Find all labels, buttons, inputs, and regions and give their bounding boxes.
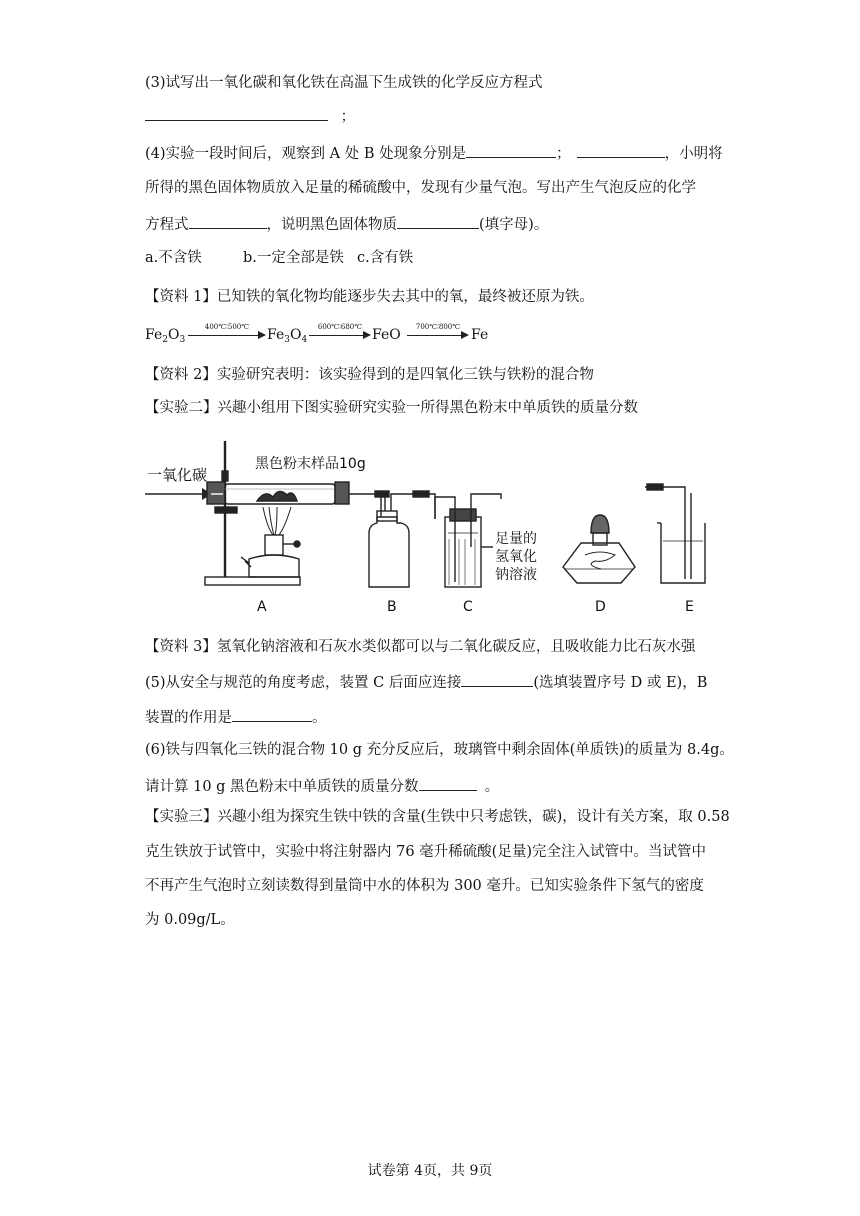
experiment-3-line2: 克生铁放于试管中，实验中将注射器内 76 毫升稀硫酸(足量)完全注入试管中。当试管中 bbox=[145, 844, 706, 860]
arrow-3-condition: 700℃∶800℃ bbox=[415, 323, 461, 331]
q4-blank-a[interactable] bbox=[466, 142, 556, 158]
bottle-c bbox=[445, 517, 481, 587]
q6-line2-b: 。 bbox=[484, 779, 500, 795]
q4-line1-a: (4)实验一段时间后，观察到 A 处 B 处现象分别是 bbox=[145, 146, 467, 162]
tube-c-out bbox=[471, 494, 501, 509]
naoh-label-1: 足量的 bbox=[495, 531, 537, 547]
q6-line2 bbox=[145, 775, 499, 797]
q4-option-c: c.含有铁 bbox=[357, 250, 414, 266]
apparatus-diagram bbox=[145, 437, 710, 622]
lamp-d-cap bbox=[591, 515, 609, 533]
q4-blank-b[interactable] bbox=[577, 142, 665, 158]
tube-e bbox=[645, 487, 691, 579]
left-stopper bbox=[207, 482, 225, 504]
co-label: 一氧化碳 bbox=[147, 466, 208, 484]
experiment-3-line4: 为 0.09g/L。 bbox=[145, 912, 235, 928]
q5-blank-b[interactable] bbox=[232, 706, 312, 722]
experiment-2: 【实验二】兴趣小组用下图实验研究实验一所得黑色粉末中单质铁的质量分数 bbox=[145, 400, 638, 416]
sample-powder bbox=[257, 491, 297, 501]
device-label-e: E bbox=[685, 599, 694, 615]
page-footer: 试卷第 4页，共 9页 bbox=[367, 1163, 493, 1179]
species-feo: FeO bbox=[372, 327, 401, 343]
naoh-label-2: 氢氧化 bbox=[495, 549, 537, 565]
experiment-3-line3: 不再产生气泡时立刻读数得到量筒中水的体积为 300 毫升。已知实验条件下氢气的密度 bbox=[145, 878, 704, 894]
reaction-arrow-1 bbox=[188, 323, 266, 349]
q4-line1-b: ； bbox=[556, 146, 571, 162]
species-fe3o4: $Fe_3O_4$ bbox=[267, 327, 308, 345]
bottle-c-stopper bbox=[450, 509, 476, 521]
reaction-arrow-2 bbox=[309, 323, 371, 349]
q3-text: (3)试写出一氧化碳和氧化铁在高温下生成铁的化学反应方程式 bbox=[145, 75, 543, 91]
q6-blank[interactable] bbox=[419, 775, 477, 791]
beaker-e bbox=[661, 523, 705, 583]
q5-blank-a[interactable] bbox=[461, 671, 533, 687]
q6-line1: (6)铁与四氧化三铁的混合物 10 g 充分反应后，玻璃管中剩余固体(单质铁)的质量为 8.4g。 bbox=[145, 742, 734, 758]
material-2: 【资料 2】实验研究表明：该实验得到的是四氧化三铁与铁粉的混合物 bbox=[145, 367, 594, 383]
q3-blank[interactable] bbox=[145, 105, 328, 121]
naoh-label-3: 钠溶液 bbox=[495, 567, 537, 583]
burner-base bbox=[249, 555, 299, 577]
q4-line3-b: ，说明黑色固体物质 bbox=[266, 217, 397, 233]
q5-line1-b: (选填装置序号 D 或 E)，B bbox=[533, 675, 708, 691]
burner-valve bbox=[294, 541, 300, 547]
q4-line3-c: (填字母)。 bbox=[479, 217, 549, 233]
stand-base bbox=[205, 577, 300, 585]
device-label-c: C bbox=[463, 599, 473, 615]
stand-clamp-top bbox=[222, 471, 228, 481]
q5-line2 bbox=[145, 706, 327, 728]
right-stopper bbox=[335, 482, 349, 504]
bottle-b bbox=[369, 517, 409, 587]
q3-answer-line bbox=[145, 105, 355, 127]
q4-line1 bbox=[145, 142, 723, 164]
q4-options bbox=[145, 248, 413, 268]
q4-blank-c[interactable] bbox=[189, 213, 267, 229]
bottle-b-stopper bbox=[377, 511, 397, 521]
q4-line1-c: ，小明将 bbox=[664, 146, 723, 162]
species-fe: Fe bbox=[471, 327, 489, 343]
arrow-1-condition: 400℃∶500℃ bbox=[204, 323, 250, 331]
q4-line3-a: 方程式 bbox=[145, 217, 189, 233]
q5-line2-a: 装置的作用是 bbox=[145, 710, 232, 726]
burner-tube bbox=[265, 535, 283, 555]
reaction-arrow-3 bbox=[407, 323, 469, 349]
material-3: 【资料 3】氢氧化钠溶液和石灰水类似都可以与二氧化碳反应，且吸收能力比石灰水强 bbox=[145, 639, 696, 655]
q4-line2: 所得的黑色固体物质放入足量的稀硫酸中，发现有少量气泡。写出产生气泡反应的化学 bbox=[145, 180, 696, 196]
q3-tail: ； bbox=[340, 109, 356, 125]
sample-label: 黑色粉末样品10g bbox=[255, 456, 366, 472]
q4-option-a: a.不含铁 bbox=[145, 250, 202, 266]
device-label-a: A bbox=[257, 599, 267, 615]
material-1: 【资料 1】已知铁的氧化物均能逐步失去其中的氧，最终被还原为铁。 bbox=[145, 289, 594, 305]
flame bbox=[263, 507, 291, 535]
q5-line1 bbox=[145, 671, 707, 693]
device-label-b: B bbox=[387, 599, 397, 615]
q4-blank-d[interactable] bbox=[397, 213, 479, 229]
q4-line3 bbox=[145, 213, 548, 235]
q5-line2-b: 。 bbox=[312, 710, 327, 726]
alcohol-lamp-d bbox=[563, 543, 635, 583]
experiment-3-line1: 【实验三】兴趣小组为探究生铁中铁的含量(生铁中只考虑铁，碳)，设计有关方案，取 0.58 bbox=[145, 809, 730, 825]
device-label-d: D bbox=[595, 599, 606, 615]
lamp-d-wick bbox=[585, 552, 615, 569]
q5-line1-a: (5)从安全与规范的角度考虑，装置 C 后面应连接 bbox=[145, 675, 462, 691]
q4-option-b: b.一定全部是铁 bbox=[243, 250, 344, 266]
q6-line2-a: 请计算 10 g 黑色粉末中单质铁的质量分数 bbox=[145, 779, 419, 795]
arrow-2-condition: 600℃∶680℃ bbox=[317, 323, 363, 331]
species-fe2o3: $Fe_2O_3$ bbox=[145, 327, 186, 345]
